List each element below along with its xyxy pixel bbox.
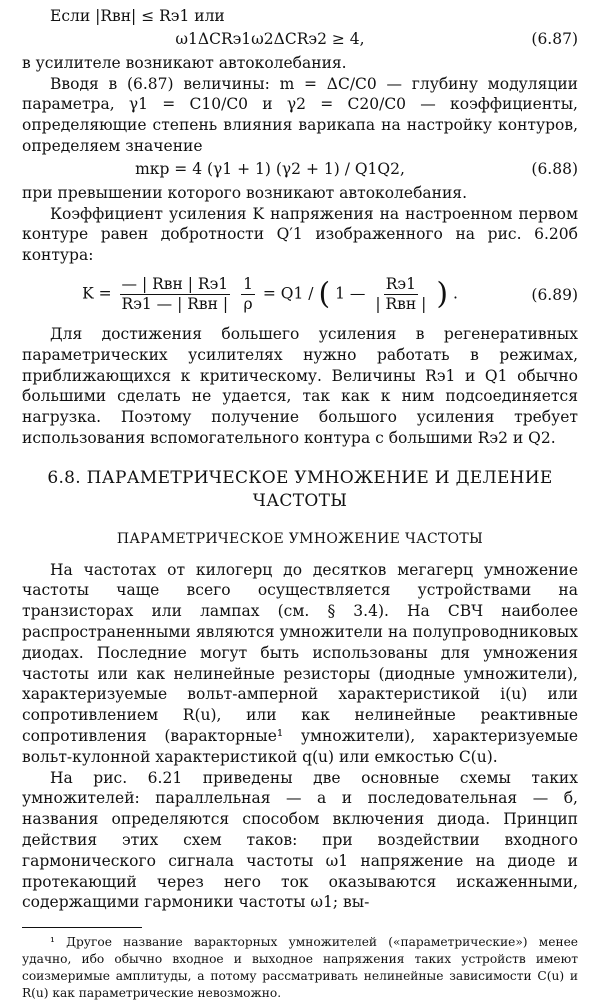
eq-689-f2-numerator: 1 [243,275,253,294]
paragraph-multiplication-1: На частотах от килогерц до десятков мегагерц умножение частоты чаще всего осуществляется устройствами на транзисторах или лампах (см. § 3.4). На СВЧ наиболее распространенными являются умножители на полупроводниковых диодах. Последние могут быть использованы для умножения частоты или как нелинейные резисторы (диодные умножители), характеризуемые вольт-амперной характеристикой i(u) или сопротивлением R(u), или как нелинейные реактивные сопротивления (варакторные¹ умножители), характеризуемые вольт-кулонной характеристикой q(u) или емкостью C(u). [22,560,578,766]
paragraph-high-gain: Для достижения большего усиления в регенеративных параметрических усилителях нужно работать в режимах, приближающихся к критическому. Величины Rэ1 и Q1 обычно большими сделать не удается, так как к ним подсоединяется нагрузка. Поэтому получение большого усиления требует использования вспомогательного контура с большими Rэ2 и Q2. [22,324,578,447]
footnote-divider [22,927,142,928]
eq-689-mid: = Q1 / [262,284,314,303]
equation-6-87-number: (6.87) [531,30,578,49]
paragraph-autooscillation-2: при превышении которого возникают автоколебания. [22,183,468,202]
paragraph-multiplication-2: На рис. 6.21 приведены две основные схемы таких умножителей: параллельная — а и последовательная — б, названия определяются способом включения диода. Принцип действия этих схем таков: при воздействии входного гармонического сигнала частоты ω1 напряжение на диоде и протекающий через него ток оказываются искаженными, содержащими гармоники частоты ω1; вы- [22,768,578,912]
eq-689-fraction-2 [241,275,255,314]
equation-6-88-formula: mкр = 4 (γ1 + 1) (γ2 + 1) / Q1Q2, [135,160,405,179]
paragraph-gain: Коэффициент усиления K напряжения на настроенном первом контуре равен добротности Q′1 изображенного на рис. 6.20б контура: [22,204,578,265]
equation-6-87-formula: ω1ΔCRэ1ω2ΔCRэ2 ≥ 4, [175,30,365,49]
eq-689-open-paren: ( [318,276,331,312]
eq-689-lhs: K = [82,284,112,303]
equation-6-87 [22,27,578,53]
eq-689-inner-one: 1 — [335,284,366,303]
eq-689-f3-numerator: Rэ1 [385,275,416,294]
equation-6-89 [22,272,578,318]
equation-6-89-number: (6.89) [531,285,578,304]
paragraph-intro-6-88: Вводя в (6.87) величины: m = ΔC/C0 — глубину модуляции параметра, γ1 = C10/C0 и γ2 = C20/C0 — коэффициенты, определяющие степень влияния варикапа на настройку контуров, определяем значение [22,74,578,155]
eq-689-tail: . [452,284,458,303]
eq-689-fraction-1 [120,275,231,314]
eq-689-fraction-3 [373,275,428,314]
text-line-condition: Если |Rвн| ≤ Rэ1 или [50,7,225,25]
subsection-title: ПАРАМЕТРИЧЕСКОЕ УМНОЖЕНИЕ ЧАСТОТЫ [116,530,484,547]
equation-6-89-formula [22,275,518,314]
equation-6-88 [22,157,578,183]
eq-689-close-paren: ) [436,276,449,312]
eq-689-f2-denominator: ρ [243,295,253,314]
section-title: 6.8. ПАРАМЕТРИЧЕСКОЕ УМНОЖЕНИЕ И ДЕЛЕНИЕ ЧАСТОТЫ [47,467,553,511]
eq-689-f1-numerator: — | Rвн | Rэ1 [121,275,229,294]
paragraph-autooscillation-1: в усилителе возникают автоколебания. [22,53,347,72]
equation-6-88-number: (6.88) [531,160,578,179]
eq-689-f1-denominator: Rэ1 — | Rвн | [121,295,229,314]
eq-689-f3-denominator: | Rвн | [375,295,427,314]
footnote: ¹ Другое название варакторных умножителей («параметрические») менее удачно, ибо обычно входное и выходное напряжения таких устройств имеют соизмеримые амплитуды, а потому рассматривать нелинейные зависимости C(u) и R(u) как параметрические невозможно. [22,935,578,1001]
